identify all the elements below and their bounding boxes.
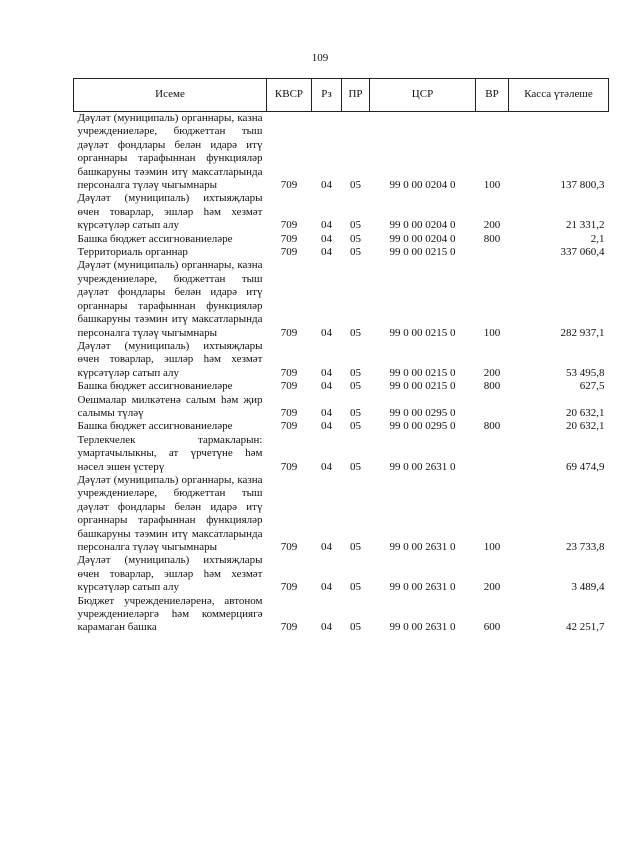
row-pr: 05 — [350, 246, 361, 259]
table-row — [74, 380, 609, 393]
row-kvsr: 709 — [280, 219, 298, 232]
row-pr: 05 — [350, 420, 361, 433]
row-csr: 99 0 00 2631 0 — [389, 460, 456, 473]
row-rz: 04 — [321, 246, 332, 259]
row-csr: 99 0 00 0215 0 — [389, 326, 456, 339]
row-vr: 800 — [483, 232, 501, 245]
row-vr — [476, 394, 509, 421]
row-vr: 200 — [483, 581, 501, 594]
row-kvsr: 709 — [280, 420, 298, 433]
row-vr: 600 — [483, 621, 501, 634]
row-rz: 04 — [321, 406, 332, 419]
row-vr — [476, 434, 509, 474]
row-name: Оешмалар милкәтенә салым һәм җир салымы түләү — [77, 393, 263, 419]
row-kassa: 20 632,1 — [566, 406, 605, 419]
row-kassa: 20 632,1 — [566, 420, 605, 433]
row-pr: 05 — [350, 621, 361, 634]
row-kassa: 282 937,1 — [560, 326, 605, 339]
row-pr: 05 — [350, 541, 361, 553]
row-kassa: 137 800,3 — [560, 179, 605, 192]
row-rz: 04 — [321, 366, 332, 379]
row-kvsr: 709 — [280, 581, 298, 594]
table-row — [74, 394, 609, 421]
row-rz: 04 — [321, 179, 332, 192]
table-row — [74, 259, 609, 339]
row-csr: 99 0 00 0295 0 — [389, 406, 456, 419]
row-kassa: 23 733,8 — [566, 541, 605, 553]
row-vr: 100 — [483, 541, 501, 553]
table-row — [74, 233, 609, 246]
row-name: Территориаль органнар — [77, 246, 188, 259]
row-kassa: 337 060,4 — [560, 246, 605, 259]
row-pr: 05 — [350, 366, 361, 379]
row-pr: 05 — [350, 326, 361, 339]
row-pr: 05 — [350, 179, 361, 192]
budget-table — [73, 78, 609, 635]
row-csr: 99 0 00 2631 0 — [389, 621, 456, 634]
row-kassa: 21 331,2 — [566, 219, 605, 232]
row-pr: 05 — [350, 219, 361, 232]
row-name: Терлекчелек тармакларын: умартачылыкны, ат үрчетүне һәм нәсел эшен үстерү — [77, 433, 263, 473]
row-pr: 05 — [350, 232, 361, 245]
table-header-row — [74, 79, 609, 112]
row-kassa: 3 489,4 — [571, 581, 605, 594]
row-name: Дәүләт (муниципаль) органнары, казна учреждениеләре, бюджеттан тыш дәүләт фондлары белән идарә итү органнары тарафыннан функцияләр башкаруны тәэмин итү максатларында персоналга түләү чыгымнары — [77, 473, 263, 553]
row-kvsr: 709 — [280, 366, 298, 379]
table-row — [74, 192, 609, 232]
row-name: Дәүләт (муниципаль) органнары, казна учреждениеләре, бюджеттан тыш дәүләт фондлары белән идарә итү органнары тарафыннан функцияләр башкаруны тәэмин итү максатларында персоналга түләү чыгымнары — [77, 112, 263, 192]
row-kassa: 69 474,9 — [566, 460, 605, 473]
row-csr: 99 0 00 0215 0 — [389, 246, 456, 259]
row-pr: 05 — [350, 380, 361, 393]
row-name: Башка бюджет ассигнованиеләре — [77, 232, 233, 245]
row-kvsr: 709 — [280, 541, 298, 553]
row-kvsr: 709 — [280, 460, 298, 473]
row-rz: 04 — [321, 380, 332, 393]
header-csr: ЦСР — [370, 79, 476, 112]
row-rz: 04 — [321, 420, 332, 433]
row-csr: 99 0 00 0215 0 — [389, 380, 456, 393]
row-kvsr: 709 — [280, 179, 298, 192]
row-csr: 99 0 00 0204 0 — [389, 232, 456, 245]
header-name: Исеме — [74, 79, 267, 112]
row-vr — [476, 246, 509, 259]
row-vr: 200 — [483, 366, 501, 379]
table-row — [74, 246, 609, 259]
header-kassa: Касса үтәлеше — [509, 79, 609, 112]
row-rz: 04 — [321, 232, 332, 245]
row-csr: 99 0 00 2631 0 — [389, 581, 456, 594]
row-name: Дәүләт (муниципаль) ихтыяҗлары өчен товарлар, эшләр һәм хезмәт күрсәтүләр сатып алу — [77, 192, 263, 232]
row-kassa: 53 495,8 — [566, 366, 605, 379]
header-rz: Рз — [312, 79, 342, 112]
row-kvsr: 709 — [280, 380, 298, 393]
page-number: 109 — [311, 52, 329, 64]
table-row — [74, 474, 609, 554]
row-vr: 100 — [483, 326, 501, 339]
row-name: Дәүләт (муниципаль) ихтыяҗлары өчен товарлар, эшләр һәм хезмәт күрсәтүләр сатып алу — [77, 554, 263, 594]
table-row — [74, 112, 609, 193]
row-kvsr: 709 — [280, 621, 298, 634]
row-name: Дәүләт (муниципаль) ихтыяҗлары өчен товарлар, эшләр һәм хезмәт күрсәтүләр сатып алу — [77, 339, 263, 379]
table-row — [74, 554, 609, 594]
row-name: Бюджет учреждениеләренә, автоном учреждениеләргә һәм коммерциягә карамаган башка — [77, 594, 263, 634]
header-kvsr: КВСР — [267, 79, 312, 112]
row-kvsr: 709 — [280, 232, 298, 245]
row-vr: 800 — [483, 420, 501, 433]
row-vr: 200 — [483, 219, 501, 232]
row-csr: 99 0 00 0215 0 — [389, 366, 456, 379]
row-csr: 99 0 00 2631 0 — [389, 541, 456, 553]
row-kassa: 2,1 — [590, 232, 605, 245]
row-vr: 100 — [483, 179, 501, 192]
row-csr: 99 0 00 0204 0 — [389, 179, 456, 192]
row-rz: 04 — [321, 541, 332, 553]
row-kvsr: 709 — [280, 326, 298, 339]
row-name: Башка бюджет ассигнованиеләре — [77, 420, 233, 433]
row-csr: 99 0 00 0204 0 — [389, 219, 456, 232]
row-kvsr: 709 — [280, 246, 298, 259]
row-vr: 800 — [483, 380, 501, 393]
table-row — [74, 595, 609, 635]
header-vr: ВР — [476, 79, 509, 112]
row-pr: 05 — [350, 460, 361, 473]
row-kvsr: 709 — [280, 406, 298, 419]
row-name: Башка бюджет ассигнованиеләре — [77, 380, 233, 393]
table-row — [74, 420, 609, 433]
row-rz: 04 — [321, 581, 332, 594]
row-pr: 05 — [350, 581, 361, 594]
row-csr: 99 0 00 0295 0 — [389, 420, 456, 433]
row-rz: 04 — [321, 219, 332, 232]
row-kassa: 627,5 — [579, 380, 605, 393]
row-rz: 04 — [321, 460, 332, 473]
row-kassa: 42 251,7 — [566, 621, 605, 634]
row-rz: 04 — [321, 326, 332, 339]
header-pr: ПР — [342, 79, 370, 112]
row-rz: 04 — [321, 621, 332, 634]
table-row — [74, 340, 609, 380]
row-pr: 05 — [350, 406, 361, 419]
table-row — [74, 434, 609, 474]
row-name: Дәүләт (муниципаль) органнары, казна учреждениеләре, бюджеттан тыш дәүләт фондлары белән идарә итү органнары тарафыннан функцияләр башкаруны тәэмин итү максатларында персоналга түләү чыгымнары — [77, 259, 263, 339]
